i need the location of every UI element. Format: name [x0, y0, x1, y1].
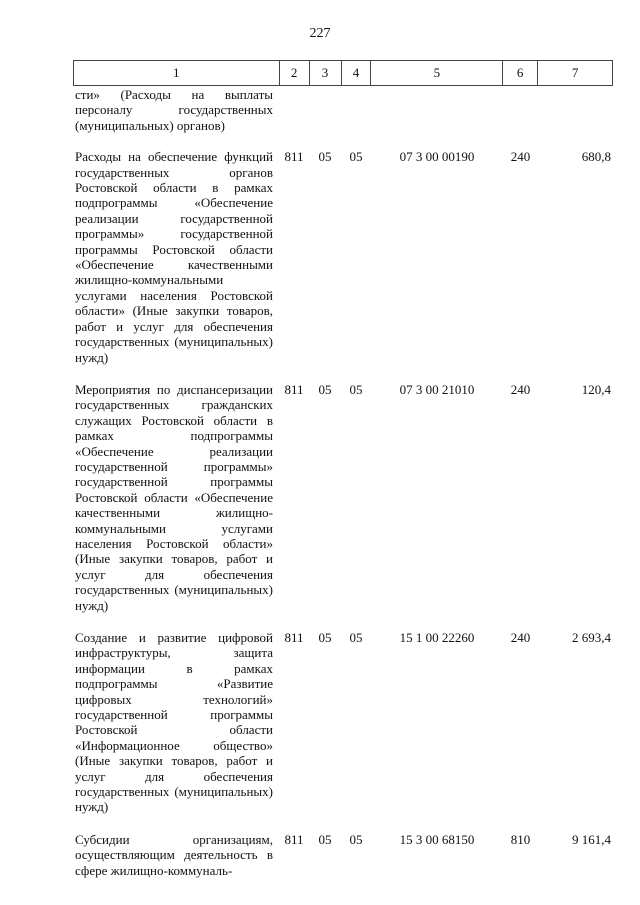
row-description: Субсидии организациям, осуществляющим деятельность в сфере жилищно-коммуналь- [75, 831, 273, 878]
column-header: 6 [503, 61, 538, 85]
ministry-code: 811 [284, 149, 304, 165]
section-code: 05 [318, 149, 332, 165]
column-header: 1 [74, 61, 280, 85]
ministry-code: 811 [284, 630, 304, 645]
table-row [73, 149, 613, 365]
table-row [73, 382, 613, 613]
subsection-code: 05 [349, 149, 363, 165]
section-code: 05 [318, 630, 332, 645]
expense-type-code: 240 [510, 381, 531, 397]
target-article-code: 15 3 00 68150 [399, 831, 475, 847]
ministry-code: 811 [284, 831, 304, 847]
target-article-code: 07 3 00 21010 [399, 381, 475, 397]
table-header [73, 60, 613, 86]
budget-table [73, 60, 613, 878]
table-row [73, 630, 613, 815]
section-code: 05 [318, 831, 332, 847]
expense-type-code: 240 [510, 630, 531, 645]
row-description: сти» (Расходы на выплаты персоналу государственных (муниципальных) органов) [75, 87, 273, 133]
column-header: 3 [310, 61, 342, 85]
ministry-code: 811 [284, 381, 304, 397]
amount: 680,8 [581, 149, 611, 165]
subsection-code: 05 [349, 381, 363, 397]
row-description: Создание и развитие цифровой инфраструктуры, защита информации в рамках подпрограммы «Развитие цифровых технологий» государственной программы Ростовской области «Информационное общество» (Иные закупки товаров, работ и услуг для обеспечения государственных (муниципальных) нужд) [75, 630, 273, 815]
column-header: 5 [371, 61, 503, 85]
expense-type-code: 810 [510, 831, 531, 847]
column-header: 2 [280, 61, 310, 85]
target-article-code: 15 1 00 22260 [399, 630, 475, 645]
column-header: 7 [538, 61, 613, 85]
page-number: 227 [309, 26, 331, 41]
table-row [73, 832, 613, 878]
column-header: 4 [342, 61, 372, 85]
amount: 120,4 [581, 381, 611, 397]
subsection-code: 05 [349, 630, 363, 645]
subsection-code: 05 [349, 831, 363, 847]
amount: 2 693,4 [572, 630, 611, 645]
amount: 9 161,4 [572, 831, 611, 847]
section-code: 05 [318, 381, 332, 397]
table-row [73, 87, 613, 133]
row-description: Расходы на обеспечение функций государственных органов Ростовской области в рамках подпрограммы «Обеспечение реализации государственной программы» государственной программы Ростовской области «Обеспечение качественными жилищно-коммунальными услугами населения Ростовской области» (Иные закупки товаров, работ и услуг для обеспечения государственных (муниципальных) нужд) [75, 149, 273, 365]
target-article-code: 07 3 00 00190 [399, 149, 475, 165]
expense-type-code: 240 [510, 149, 531, 165]
row-description: Мероприятия по диспансеризации государственных гражданских служащих Ростовской области в рамках подпрограммы «Обеспечение реализации государственной программы» государственной программы Ростовской области «Обеспечение качественными жилищно-коммунальными услугами населения Ростовской области» (Иные закупки товаров, работ и услуг для обеспечения государственных (муниципальных) нужд) [75, 381, 273, 613]
